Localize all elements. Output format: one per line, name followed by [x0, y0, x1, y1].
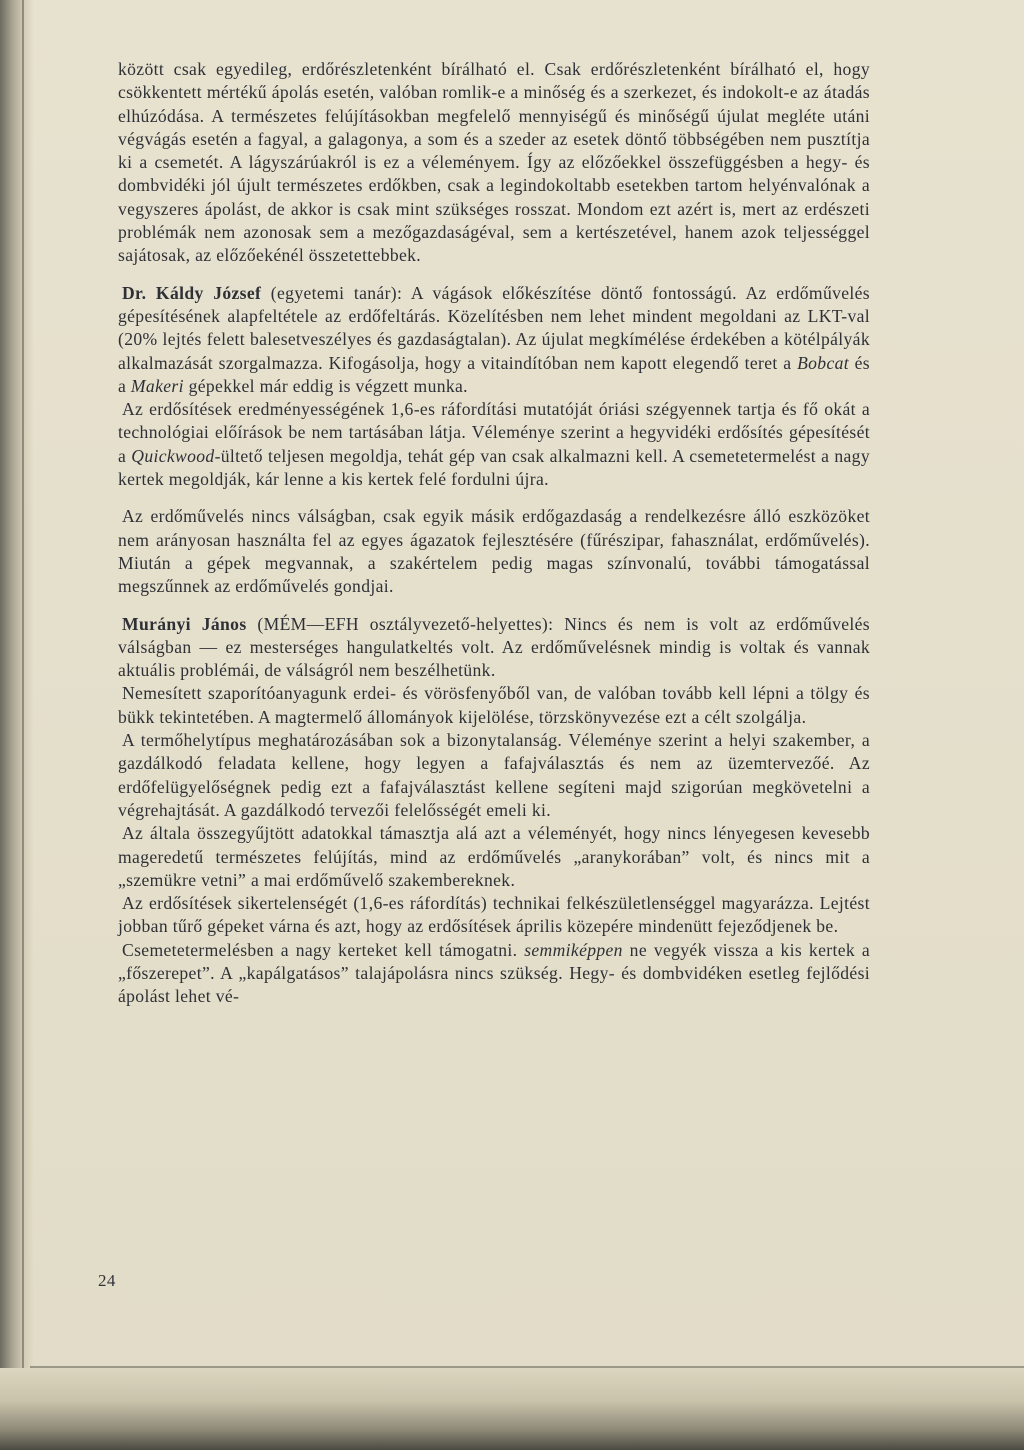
- page-number: 24: [98, 1271, 116, 1290]
- machine-name-bobcat: Bobcat: [797, 352, 849, 373]
- paragraph-gap: [118, 491, 870, 505]
- paragraph-9: Az erdősítések sikertelenségét (1,6-es ráfordítás) technikai felkészületlenséggel magyarázza. Lejtést jobban tűrő gépeket várna és azt, hogy az erdősítések április közepére mindenütt fejeződjenek be.: [118, 893, 870, 937]
- emphasis-semmikeppen: semmiképpen: [524, 939, 623, 960]
- paragraph-5: [118, 613, 870, 683]
- paragraph-2-text-3: gépekkel már eddig is végzett munka.: [183, 375, 468, 396]
- paragraph-6: Nemesített szaporítóanyagunk erdei- és vörösfenyőből van, de valóban tovább kell lépni a tölgy és bükk tekintetében. A magtermelő állományok kijelölése, törzskönyvezése ezt a célt szolgálja.: [118, 683, 870, 727]
- paragraph-4: Az erdőművelés nincs válságban, csak egyik másik erdőgazdaság a rendelkezésre álló eszközöket nem arányosan használta fel az egyes ágazatok fejlesztésére (fűrészipar, fahasználat, erdőművelés). Miután a gépek megvannak, a szakértelem pedig magas színvonalú, további támogatással megszűnnek az erdőművelés gondjai.: [118, 506, 870, 597]
- paragraph-7: A termőhelytípus meghatározásában sok a bizonytalanság. Véleménye szerint a helyi szakember, a gazdálkodó feladata kellene, hogy legyen a fafajválasztás és nem az üzemtervezőé. Az erdőfelügyelőségnek pedig ezt a fafajválasztást kellene segíteni majd szigorúan megkövetelni a végrehajtását. A gazdálkodó tervezői felelősségét emeli ki.: [118, 730, 870, 820]
- paragraph-2: [118, 282, 870, 398]
- paragraph-5-text: (MÉM—EFH osztályvezető-helyettes): Nincs és nem is volt az erdőművelés válságban — ez mesterséges hangulatkeltés volt. Az erdőművelésnek mindig is voltak és vannak aktuális problémái, de válságról nem beszélhetünk.: [118, 613, 870, 681]
- speaker-name-kaldy: Dr. Káldy József: [122, 282, 262, 303]
- paragraph-8: Az általa összegyűjtött adatokkal támasztja alá azt a véleményét, hogy nincs lényegesen kevesebb mageredetű természetes felújítás, mind az erdőművelés „aranykorában” volt, és nincs mit a „szemükre vetni” a mai erdőművelő szakembereknek.: [118, 823, 870, 890]
- binding-edge-line: [22, 0, 24, 1370]
- paragraph-gap: [118, 268, 870, 282]
- paragraph-10: [118, 939, 870, 1009]
- paragraph-3: [118, 398, 870, 491]
- paragraph-1: között csak egyedileg, erdőrészletenként bírálható el. Csak erdőrészletenként bírálható el, hogy csökkentett mértékű ápolás esetén, valóban romlik-e a minőség és a szerkezet, és indokolt-e az átadás elhúzódása. A természetes felújításokban megfelelő mennyiségű és minőségű újulat megléte utáni végvágás esetén a fagyal, a galagonya, a som és a szeder az esetek döntő többségében nem pusztítja ki a csemetét. A lágyszárúakról is ez a véleményem. Így az előzőekkel összefüggésben a hegy- és dombvidéki jól újult természetes erdőkben, csak a legindokoltabb esetekben tartom helyénvalónak a vegyszeres ápolást, de akkor is csak mint szükséges rosszat. Mondom ezt azért is, mert az erdészeti problémák nem azonosak sem a mezőgazdaságéval, sem a kertészetével, hanem azok teljességgel sajátosak, az előzőekénél összetettebbek.: [118, 59, 870, 266]
- paragraph-10-text-2: ne vegyék vissza a kis kertek a „főszerepet”. A „kapálgatásos” talajápolásra nincs szükség. Hegy- és dombvidéken esetleg fejlődési ápolást lehet vé-: [118, 939, 870, 1007]
- speaker-name-muranyi: Murányi János: [122, 613, 247, 634]
- paragraph-2-text-2: és a: [118, 352, 870, 396]
- paragraph-3-text-2: -ültető teljesen megoldja, tehát gép van csak alkalmazni kell. A csemetetermelést a nagy kertek megoldják, kár lenne a kis kertek felé fordulni újra.: [118, 445, 870, 490]
- machine-name-quickwood: Quickwood: [131, 445, 215, 466]
- binding-shadow: [0, 0, 34, 1450]
- paragraph-3-text-1: Az erdősítések eredményességének 1,6-es ráfordítási mutatóját óriási szégyennek tartja és fő okát a technológiai előírások be nem tartásában látja. Véleménye szerint a hegyvidéki erdősítés gépesítését a: [118, 399, 870, 466]
- scan-bottom-edge: [0, 1368, 1024, 1450]
- body-text: [118, 58, 870, 1009]
- paragraph-10-text-1: Csemetetermelésben a nagy kerteket kell támogatni.: [122, 939, 525, 960]
- paragraph-2-text-1: (egyetemi tanár): A vágások előkészítése döntő fontosságú. Az erdőművelés gépesítésének alapfeltétele az erdőfeltárás. Közelítésben nem lehet mindent megoldani az LKT-val (20% lejtés felett balesetveszélyes és gazdaságtalan). Az újulat megkímélése érdekében a kötélpályák alkalmazását szorgalmazza. Kifogásolja, hogy a vitaindítóban nem kapott elegendő teret a: [118, 282, 870, 373]
- paragraph-gap: [118, 599, 870, 613]
- machine-name-makeri: Makeri: [130, 375, 184, 396]
